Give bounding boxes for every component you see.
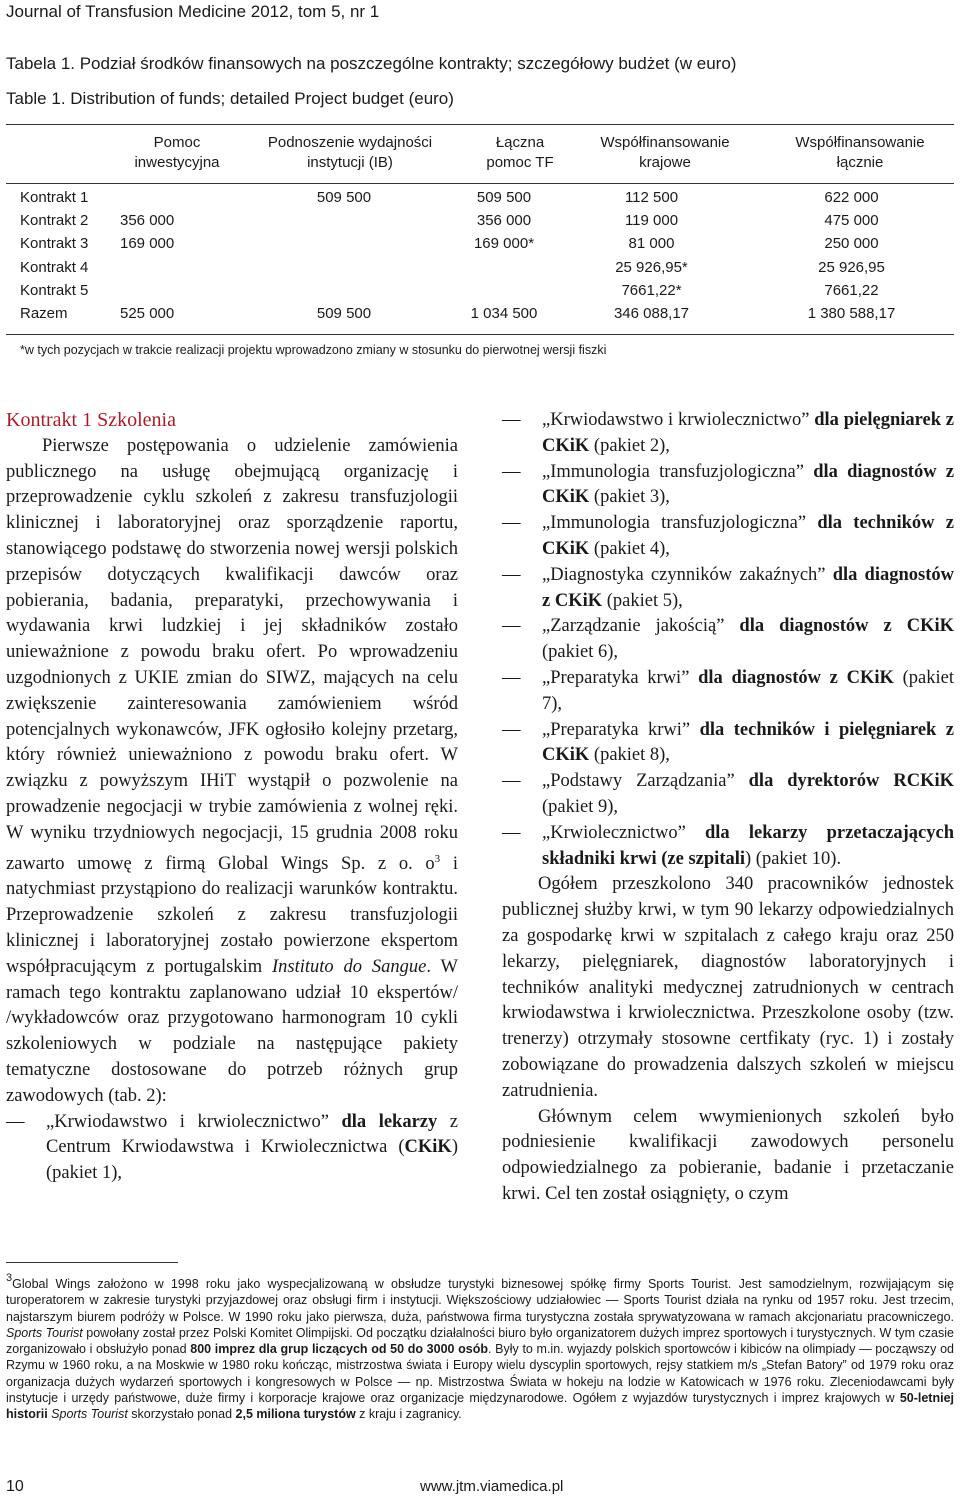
table-cell: 169 000 (120, 235, 175, 253)
table-cell (234, 209, 454, 232)
list-item: — „Preparatyka krwi” dla diagnostów z CKiK (pakiet 7), (502, 667, 954, 714)
table-note: *w tych pozycjach w trakcie realizacji projektu wprowadzono zmiany w stosunku do pierwotnej wersji fiszki (20, 343, 607, 357)
paragraph: Głównym celem wwymienionych szkoleń było podniesienie kwalifikacji zawodowych personelu odpowiedzialnego za pobieranie, badanie i przetaczanie krwi. Cel ten został osiągnięty, o czym (502, 1106, 954, 1204)
column-header: Łączna pomoc TF (486, 134, 554, 171)
table-cell: 622 000 (824, 189, 879, 207)
table-cell: 169 000* (473, 235, 535, 253)
budget-table (6, 186, 954, 325)
table-cell (120, 256, 234, 279)
list-item: — „Krwiodawstwo i krwiolecznictwo” dla lekarzy z Centrum Krwiodawstwa i Krwiolecznictwa (CKiK) (pakiet 1), (6, 1111, 459, 1184)
table-row (6, 302, 954, 325)
table-row (6, 279, 954, 302)
table-cell (234, 232, 454, 255)
table-cell (454, 256, 554, 279)
table-cell (234, 279, 454, 302)
row-label: Kontrakt 4 (20, 258, 89, 276)
table-cell: 7661,22* (621, 281, 682, 299)
list-item: — „Krwiolecznictwo” dla lekarzy przetaczających składniki krwi (ze szpitali) (pakiet 10). (502, 822, 954, 869)
list-item: — „Immunologia transfuzjologiczna” dla techników z CKiK (pakiet 4), (502, 513, 954, 559)
row-label: Razem (20, 305, 68, 323)
table-cell: 346 088,17 (613, 305, 690, 323)
row-label: Kontrakt 5 (20, 281, 89, 299)
table-cell: 356 000 (120, 212, 175, 230)
table-cell: 525 000 (120, 305, 175, 323)
list-item: — „Zarządzanie jakością” dla diagnostów z CKiK (pakiet 6), (502, 616, 955, 663)
row-label: Kontrakt 1 (20, 189, 89, 207)
package-list (502, 408, 954, 872)
table-row (6, 186, 954, 209)
table-cell: 509 500 (316, 305, 372, 323)
row-label: Kontrakt 3 (20, 235, 89, 253)
list-item: — „Preparatyka krwi” dla techników i pielęgniarek z CKiK (pakiet 8), (502, 719, 954, 766)
list-item: — „Immunologia transfuzjologiczna” dla diagnostów z CKiK (pakiet 3), (502, 461, 954, 508)
section-heading: Kontrakt 1 Szkolenia (6, 409, 176, 431)
row-label: Kontrakt 2 (20, 212, 89, 230)
table-cell: 356 000 (476, 212, 532, 230)
left-column (6, 408, 458, 1187)
table-cell (454, 279, 554, 302)
table-cell: 25 926,95 (818, 258, 885, 276)
table-cell: 119 000 (624, 212, 679, 230)
table-row (6, 209, 954, 232)
footnote-rule (6, 1262, 178, 1263)
table-cell: 509 500 (316, 189, 372, 207)
table-cell (120, 279, 234, 302)
table-row (6, 232, 954, 255)
column-header: Pomoc inwestycyjna (134, 134, 220, 171)
table-top-rule (6, 124, 954, 125)
table-cell: 112 500 (624, 189, 679, 207)
column-header: Współfinansowanie łącznie (795, 134, 925, 171)
table-bottom-rule (6, 334, 954, 335)
table-cell: 1 034 500 (470, 305, 538, 323)
table-cell: 509 500 (476, 189, 532, 207)
footnote: 3Global Wings założono w 1998 roku jako wyspecjalizowaną w obsłudze turystyki biznesowej spółkę firmy Sports Tourist. Jest samodzielnym, rozwijającym się turoperatorem w zakresie turystyki przyjazdowej oraz obsługi firm i instytucji. Większościowy udziałowiec — Sports Tourist działa na rynku od 1957 roku. Jest trzecim, najstarszym biurem podróży w Polsce. W 1990 roku jako pierwsza, duża, państwowa firma turystyczna została sprywatyzowana w ramach akcjonariatu pracowniczego. Sports Tourist powołany został przez Polski Komitet Olimpijski. Od początku działalności biuro było organizatorem dużych imprez sportowych i turystycznych. W tym czasie zorganizowało i obsłużyło ponad 800 imprez dla grup liczących od 50 do 3000 osób. Były to m.in. wyjazdy polskich sportowców i kibiców na olimpiady — począwszy od Rzymu w 1960 roku, a na Moskwie w 1980 roku kończąc, mistrzostwa świata i Europy wielu dyscyplin sportowych, rejsy statkiem m/s „Stefan Batory” od 1979 roku oraz organizacja dużych wydarzeń sportowych i kongresowych w Polsce — np. Mistrzostwa Świata w hokeju na lodzie w Katowicach w 1976 roku. Zleceniodawcami były instytucje i urzędy państwowe, duże firmy i korporacje krajowe oraz organizacje międzynarodowe. Ogółem z wyjazdów turystycznych i imprez krajowych w 50-letniej historii Sports Tourist skorzystało ponad 2,5 miliona turystów z kraju i zagranicy. (6, 1272, 954, 1422)
column-header: Podnoszenie wydajności instytucji (IB) (267, 134, 433, 171)
list-item: — „Podstawy Zarządzania” dla dyrektorów RCKiK (pakiet 9), (502, 771, 954, 817)
right-column (502, 408, 954, 1208)
page-number: 10 (6, 1478, 24, 1495)
table-cell: 475 000 (824, 212, 879, 230)
table-cell (234, 256, 454, 279)
journal-header: Journal of Transfusion Medicine 2012, tom 5, nr 1 (6, 2, 380, 21)
list-item: — „Diagnostyka czynników zakaźnych” dla diagnostów z CKiK (pakiet 5), (502, 564, 954, 611)
table-cell: 1 380 588,17 (807, 305, 896, 323)
table-header-rule (6, 183, 954, 184)
table-cell: 81 000 (628, 235, 675, 253)
paragraph: Ogółem przeszkolono 340 pracowników jednostek publicznej służby krwi, w tym 90 lekarzy odpowiedzialnych za gospodarkę krwi w szpitalach z całego kraju oraz 250 lekarzy, pielęgniarek, diagnostów laboratoryjnych i techników analityki medycznej zatrudnionych w centrach krwiodawstwa i krwiolecznictwa. Przeszkolone osoby (tzw. trenerzy) otrzymały stosowne certfikaty (ryc. 1) i zostały zobowiązane do prowadzenia dalszych szkoleń w miejscu zatrudnienia. (502, 874, 954, 1101)
column-header: Współfinansowanie krajowe (600, 134, 730, 171)
list-item: — „Krwiodawstwo i krwiolecznictwo” dla pielęgniarek z CKiK (pakiet 2), (502, 410, 955, 456)
table-cell: 7661,22 (824, 281, 879, 299)
journal-url: www.jtm.viamedica.pl (420, 1478, 564, 1495)
table-cell: 250 000 (824, 235, 879, 253)
table-caption-en: Table 1. Distribution of funds; detailed Project budget (euro) (6, 89, 454, 108)
table-row (6, 256, 954, 279)
table-caption-pl: Tabela 1. Podział środków finansowych na poszczególne kontrakty; szczegółowy budżet (w euro) (6, 54, 737, 73)
paragraph: Pierwsze postępowania o udzielenie zamówienia publicznego na usługę obejmującą organizację i przeprowadzenie cyklu szkoleń z zakresu transfuzjologii klinicznej i laboratoryjnej oraz sporządzenie raportu, stanowiącego podstawę do stworzenia nowej wersji polskich przepisów dotyczących kwalifikacji dawców oraz pobierania, badania, preparatyki, przechowywania i wydawania krwi ludzkiej i jej składników zostało unieważnione z powodu braku ofert. Po wprowadzeniu uzgodnionych z UKIE zmian do SIWZ, mających na celu zwiększenie zainteresowania zamówieniem wśród potencjalnych wykonawców, JFK ogłosiło kolejny przetarg, który również unieważniono z powodu braku ofert. W związku z powyższym IHiT wystąpił o pozwolenie na prowadzenie negocjacji w trybie zamówienia z wolnej ręki. W wyniku trzydniowych negocjacji, 15 grudnia 2008 roku zawarto umowę z firmą Global Wings Sp. z o. $o^3$ i natychmiast przystąpiono do realizacji warunków kontraktu. Przeprowadzenie szkoleń z zakresu transfuzjologii klinicznej i laboratoryjnej zostało powierzone ekspertom współpracującym z portugalskim Instituto do Sangue. W ramach tego kontraktu zaplanowano udział 10 ekspertów/ /wykładowców oraz przygotowano harmonogram 10 cykli szkoleniowych w podziale na następujące pakiety tematyczne dostosowane do potrzeb różnych grup zawodowych (tab. 2): (6, 435, 458, 1106)
table-cell: 25 926,95* (615, 258, 688, 276)
table-cell (120, 186, 234, 209)
